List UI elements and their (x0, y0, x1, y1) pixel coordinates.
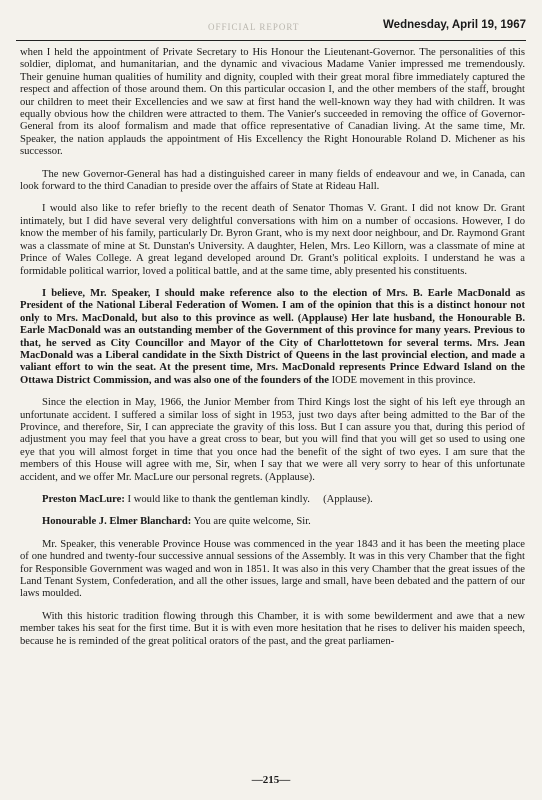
header-rule (16, 40, 526, 41)
paragraph-governor-general: The new Governor-General has had a distinguished career in many fields of endeavour and we, in Canada, can look forward to the third Canadian to preside over the affairs of State at Rideau Hall. (20, 168, 525, 193)
page-body (20, 47, 525, 648)
paragraph-election: Since the election in May, 1966, the Junior Member from Third Kings lost the sight of his left eye through an unfortunate accident. I suffered a similar loss of sight in 1953, just two days after being admitted to the Bar of the Province, and therefore, Sir, I can appreciate the gravity of this loss. But I can assure you that, during this period of adjustment you may feel that you have a great cross to bear, but you will find that you will get so used to using one eye that you will almost forget in time that you once had the benefit of the sight of two eyes. I am sure that the members of this House will agree with me, Sir, when I say that we were all very sorry to hear of this unfortunate accident, and we offer Mr. MacLure our personal regrets. (Applause). (20, 397, 525, 483)
page-number: —215— (251, 774, 291, 786)
speaker-note: (Applause). (323, 494, 373, 505)
faded-stamp: OFFICIAL REPORT (208, 22, 300, 32)
speaker-name: Honourable J. Elmer Blanchard: (42, 516, 192, 528)
paragraph-senator-grant: I would also like to refer briefly to the recent death of Senator Thomas V. Grant. I did not know Dr. Grant intimately, but I did have several very delightful conversations with him on a number of occasions. However, I do know the member of his family, particularly Dr. Byron Grant, who is my next door neighbour, and Dr. Raymond Grant was a classmate of mine at St. Dunstan's University. A daughter, Helen, Mrs. Leo Killorn, was a classmate of mine at Prince of Wales College. A great legand developed around Dr. Grant's political exploits. I understand he was a formidable political warrior, loved a political battle, and at the same time, ably presented his constituents. (20, 203, 525, 277)
paragraph-macdonald (20, 288, 525, 387)
header-date: Wednesday, April 19, 1967 (383, 19, 526, 31)
macdonald-bold-text: I believe, Mr. Speaker, I should make reference also to the election of Mrs. B. Earle MacDonald as President of the National Liberal Federation of Women. I am of the opinion that this is a distinct honour not only to Mrs. MacDonald, but also to this province as well. (Applause) Her late husband, the Honourable B. Earle MacDonald was an outstanding member of the Government of this province for many years. Previous to that, he served as City Councillor and Mayor of the City of Charlottetown for several terms. Mrs. Jean MacDonald was a Liberal candidate in the Sixth District of Queens in the last provincial election, and made a valiant effort to win the seat. At the present time, Mrs. MacDonald represents Prince Edward Island on the Ottawa District Commission, and was also one of the founders of the (20, 287, 525, 386)
paragraph-province-house: Mr. Speaker, this venerable Province House was commenced in the year 1843 and it has been the meeting place of one hundred and twenty-four successive annual sessions of the Assembly. It was in this very Chamber that the fight for Responsible Government was waged and won in 1851. It was also in this very Chamber that the great issues of the Land Tenant System, Confederation, and all the other issues, large and small, have been debated and the pattern of our laws moulded. (20, 538, 525, 600)
page-header (16, 19, 526, 36)
paragraph-vanier: when I held the appointment of Private Secretary to His Honour the Lieutenant-Governor. The personalities of this soldier, diplomat, and humanitarian, and the dynamic and vivacious Madame Vanier impressed me tremendously. Their genuine human qualities of humility and dignity, coupled with their great moral fibre immediately captured the respect and affection of those around them. On this particular occasion I, and the other members of the staff, brought our children to meet their Excellencies and we saw at first hand the well-known way they had with children. It was equally obvious how the children were attracted to them. The Vanier's succeeded in removing the office of Governor-General from its aloof formalism and made that office representative of Canadian living. At the same time, Mr. Speaker, the nation applauds the appointment of His Excellency the Right Honourable Roland D. Michener as his successor. (20, 47, 525, 158)
exchange-blanchard (20, 516, 525, 528)
speaker-name: Preston MacLure: (42, 494, 125, 505)
macdonald-tail-text: IODE movement in this province. (331, 374, 476, 386)
speaker-text: I would like to thank the gentleman kindly. (127, 494, 310, 505)
speaker-text: You are quite welcome, Sir. (193, 516, 311, 528)
exchange-maclure (20, 494, 525, 506)
paragraph-tradition: With this historic tradition flowing through this Chamber, it is with some bewilderment and awe that a new member takes his seat for the first time. But it is with even more hesitation that he rises to deliver his maiden speech, because he is reminded of the great political orators of the past, and the great parliamen- (20, 610, 525, 647)
